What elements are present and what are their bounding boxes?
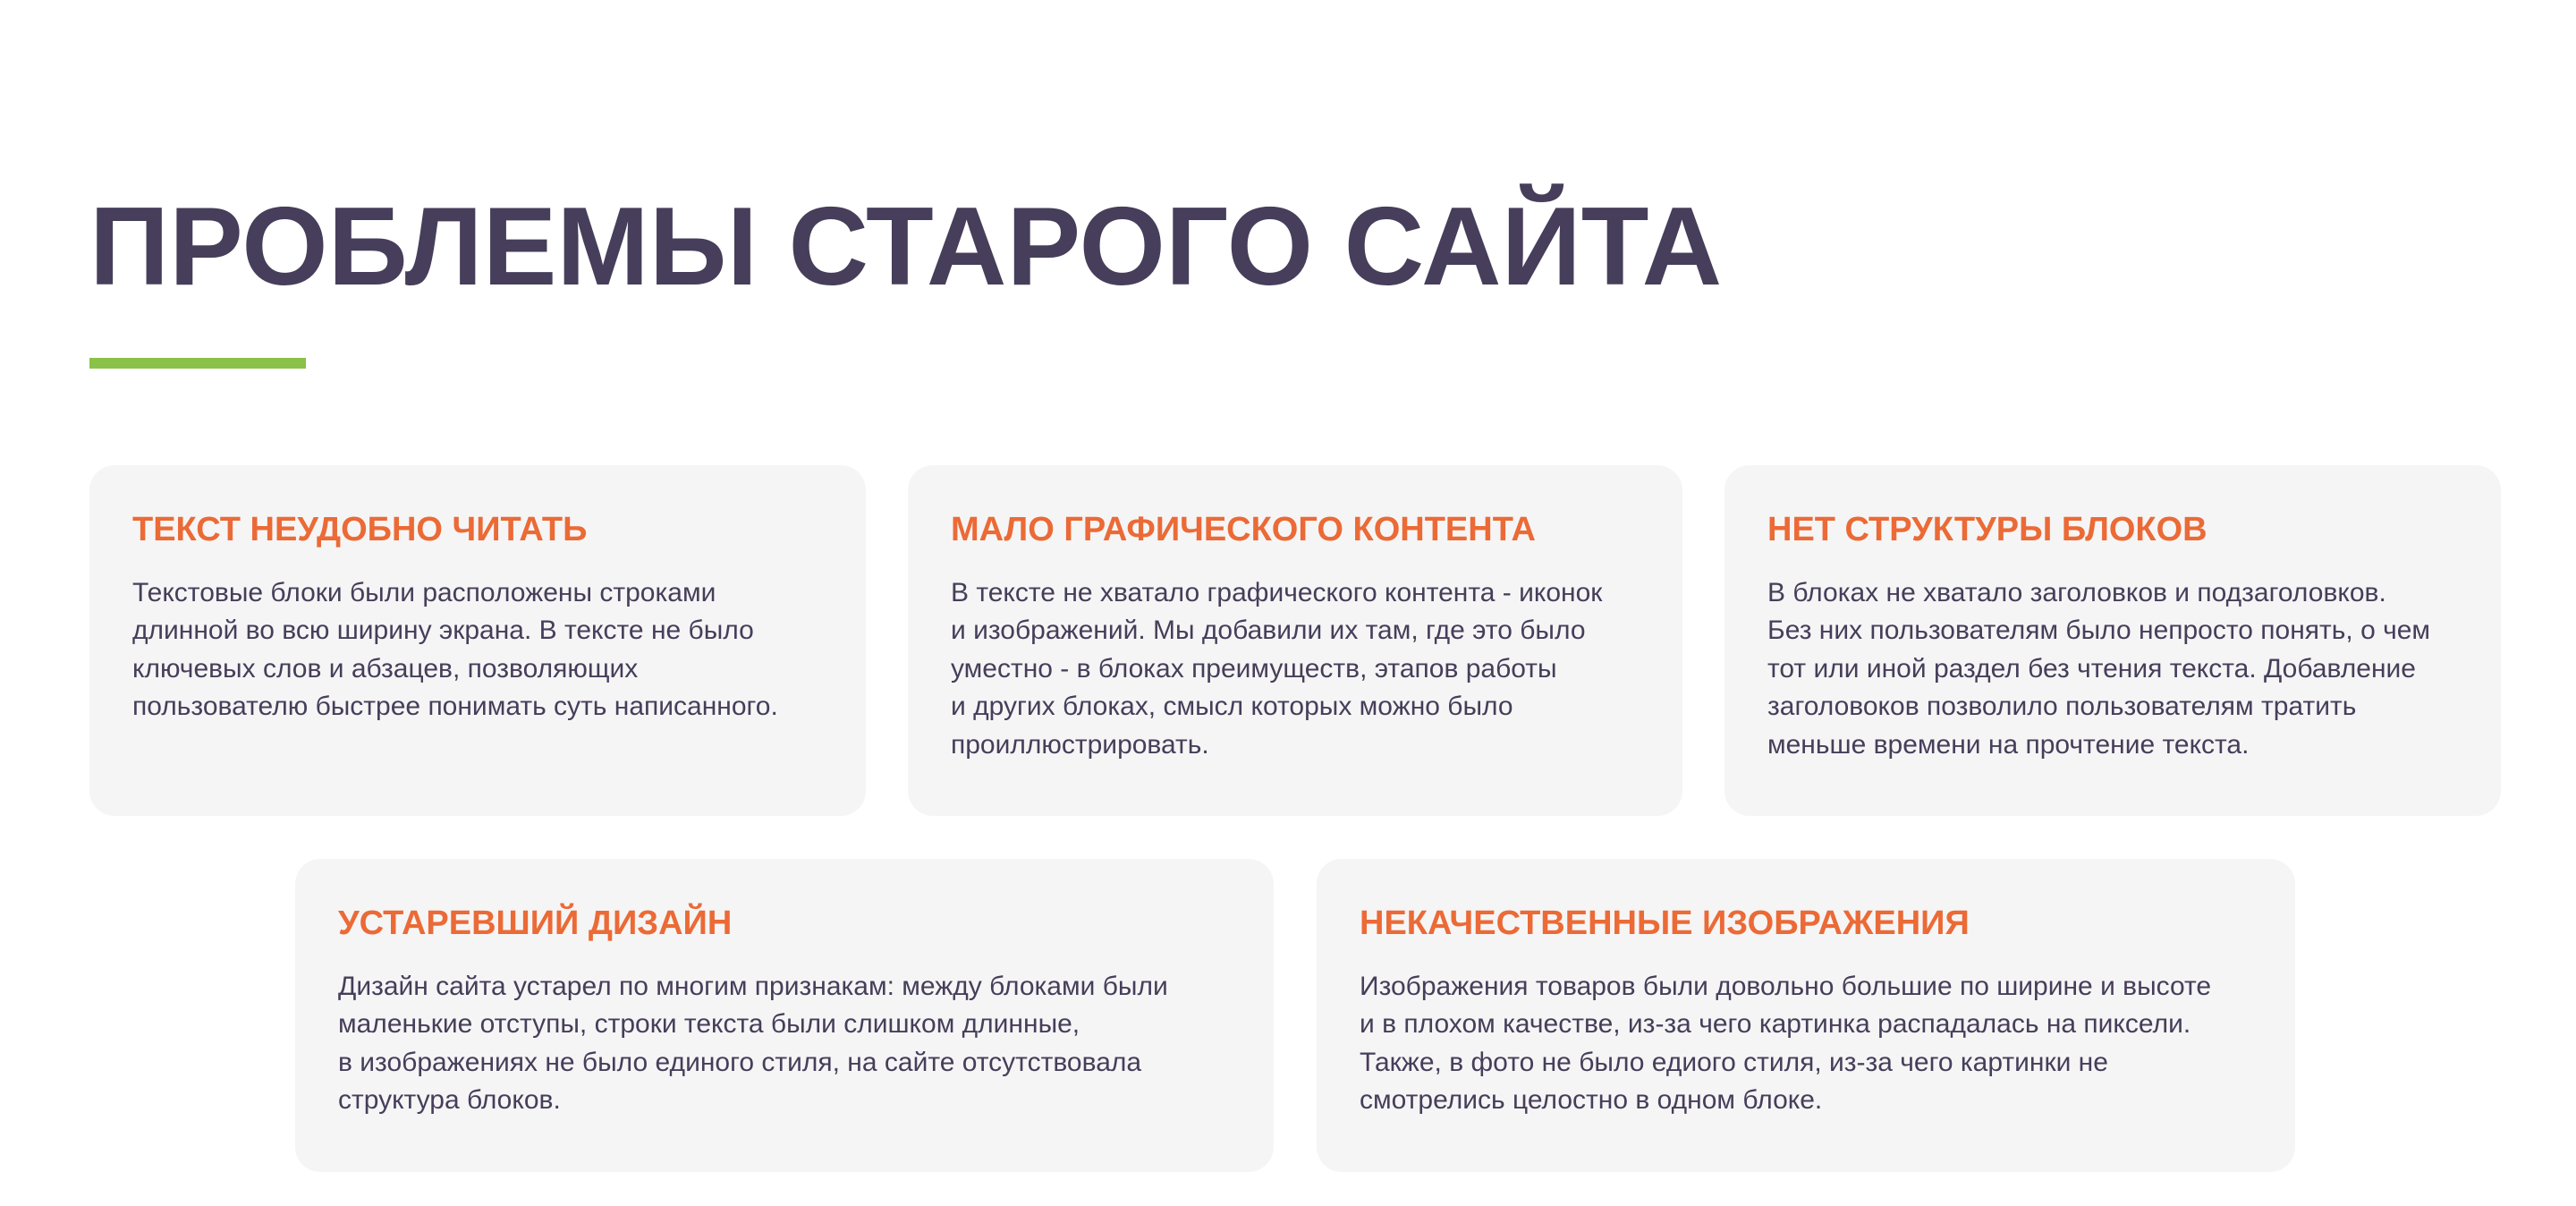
page-title: ПРОБЛЕМЫ СТАРОГО САЙТА bbox=[89, 185, 1723, 309]
card-text: Изображения товаров были довольно большие по ширине и высоте и в плохом качестве, из-за чего картинка распадалась на пиксели. Также, в фото не было едиого стиля, из-за чего картинки не смотрелись целостно в одном блоке. bbox=[1360, 971, 2212, 1116]
problem-card-text-readability bbox=[89, 465, 866, 816]
card-text: Дизайн сайта устарел по многим признакам: между блоками были маленькие отступы, строки текста были слишком длинные, в изображениях не было единого стиля, на сайте отсутствовала структура блоков. bbox=[338, 971, 1168, 1116]
title-accent-bar bbox=[89, 358, 306, 369]
problem-card-block-structure bbox=[1724, 465, 2501, 816]
problem-card-low-quality-images bbox=[1317, 859, 2295, 1172]
problem-card-outdated-design bbox=[295, 859, 1274, 1172]
card-heading: УСТАРЕВШИЙ ДИЗАЙН bbox=[338, 904, 733, 942]
card-heading: НЕКАЧЕСТВЕННЫЕ ИЗОБРАЖЕНИЯ bbox=[1360, 904, 1970, 942]
card-text: В тексте не хватало графического контента - иконок и изображений. Мы добавили их там, где это было уместно - в блоках преимуществ, этапов работы и других блоках, смысл которых можно было проиллюстрировать. bbox=[951, 577, 1603, 760]
card-text: Текстовые блоки были расположены строками длинной во всю ширину экрана. В тексте не было ключевых слов и абзацев, позволяющих пользователю быстрее понимать суть написанного. bbox=[132, 577, 778, 722]
card-heading: МАЛО ГРАФИЧЕСКОГО КОНТЕНТА bbox=[951, 511, 1536, 548]
card-heading: ТЕКСТ НЕУДОБНО ЧИТАТЬ bbox=[132, 511, 588, 548]
card-heading: НЕТ СТРУКТУРЫ БЛОКОВ bbox=[1767, 511, 2207, 548]
problem-card-graphic-content bbox=[908, 465, 1682, 816]
card-text: В блоках не хватало заголовков и подзаголовков. Без них пользователям было непросто понять, о чем тот или иной раздел без чтения текста. Добавление заголовоков позволило пользователям тратить меньше времени на прочтение текста. bbox=[1767, 577, 2431, 760]
